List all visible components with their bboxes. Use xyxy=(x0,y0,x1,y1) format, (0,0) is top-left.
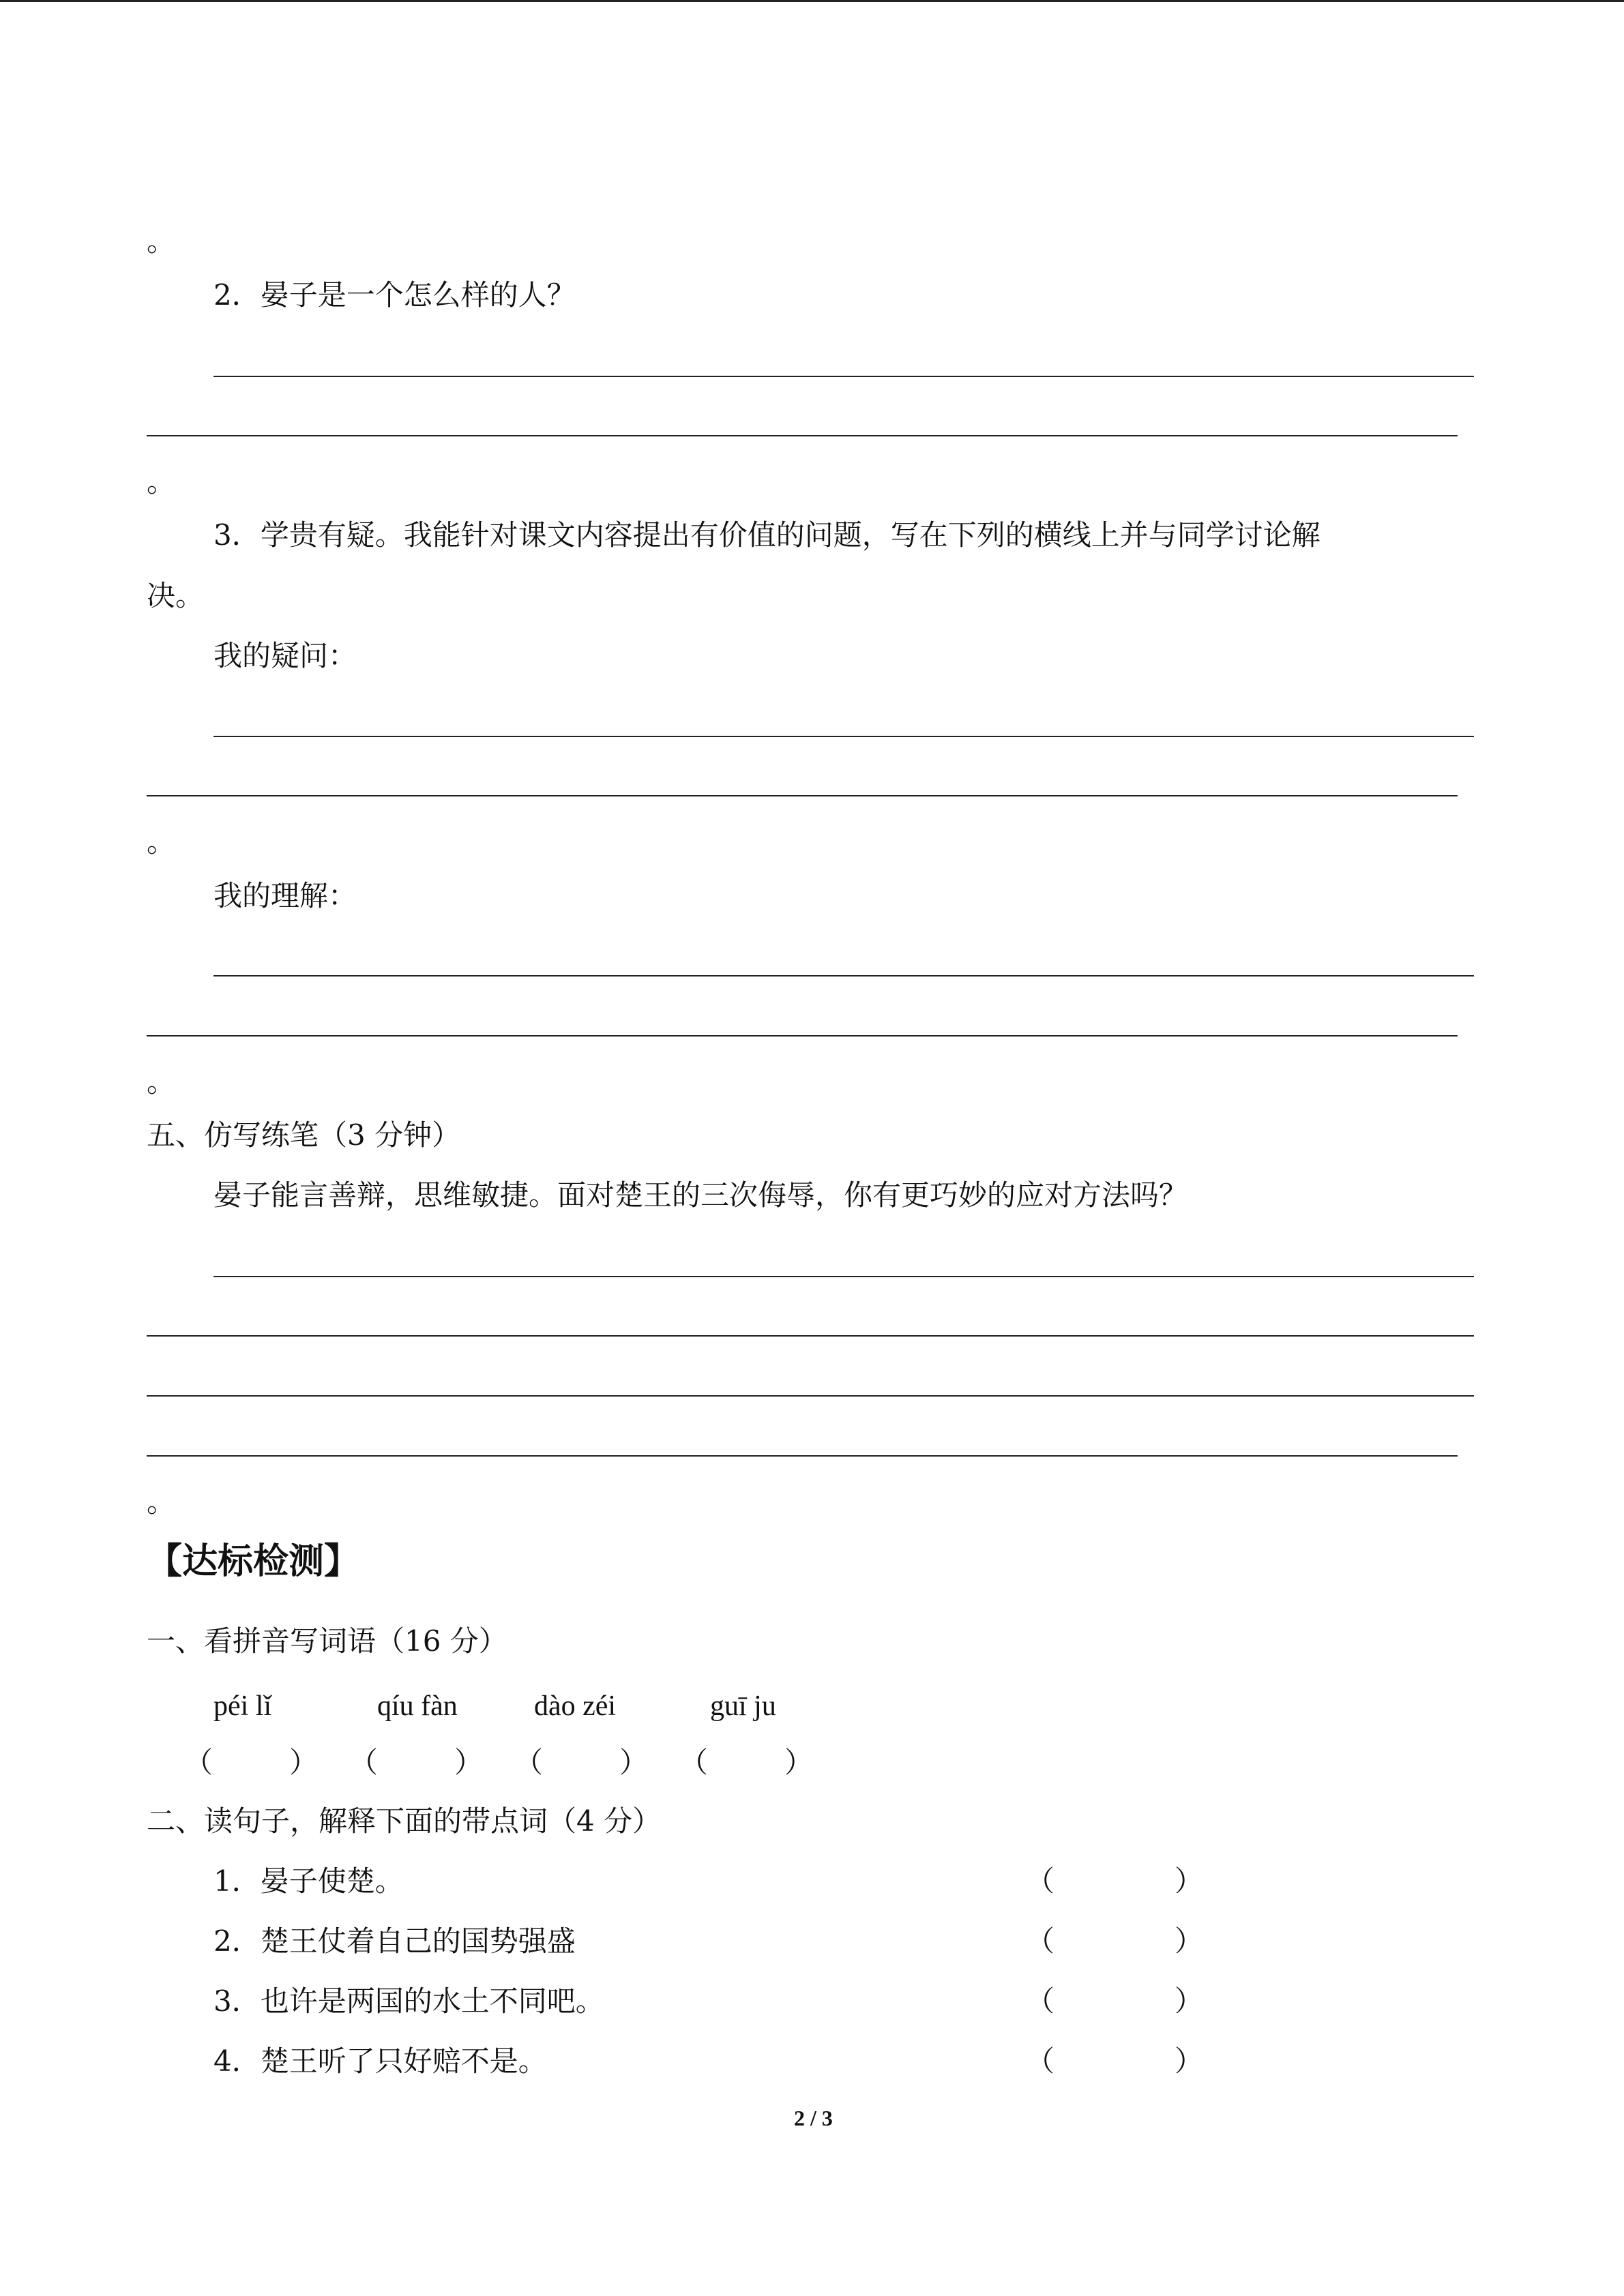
item-2-paren-open: （ xyxy=(1026,1924,1055,1958)
answer-line[interactable] xyxy=(147,1335,1474,1337)
item-3-paren-close: ） xyxy=(1175,1984,1204,2018)
answer-blank-3-open: （ xyxy=(514,1746,544,1779)
page-number: 2 / 3 xyxy=(794,2106,833,2130)
trailing-period-2: 。 xyxy=(147,465,176,498)
answer-line[interactable] xyxy=(147,795,1458,796)
item-4-paren-open: （ xyxy=(1026,2044,1055,2078)
trailing-period-1: 。 xyxy=(147,224,176,258)
pinyin-4: guī ju xyxy=(710,1690,776,1722)
section-5-title: 五、仿写练笔（3 分钟） xyxy=(147,1118,461,1152)
answer-blank-3-close: ） xyxy=(619,1746,649,1779)
page-top-border xyxy=(0,0,1624,2)
item-1-paren-close: ） xyxy=(1175,1864,1204,1898)
answer-line[interactable] xyxy=(147,1455,1458,1457)
part-2-item-4: 4．楚王听了只好赔不是。 xyxy=(213,2044,547,2078)
part-2-item-1: 1．晏子使楚。 xyxy=(213,1864,404,1898)
answer-blank-2-open: （ xyxy=(349,1746,379,1779)
answer-line[interactable] xyxy=(147,435,1458,436)
trailing-period-4: 。 xyxy=(147,1065,176,1099)
trailing-period-3: 。 xyxy=(147,825,176,859)
answer-line[interactable] xyxy=(213,736,1474,737)
answer-line[interactable] xyxy=(213,1276,1474,1277)
part-2-item-2: 2．楚王仗着自己的国势强盛 xyxy=(213,1924,576,1958)
test-heading: 【达标检测】 xyxy=(147,1541,360,1582)
section-5-prompt: 晏子能言善辩，思维敏捷。面对楚王的三次侮辱，你有更巧妙的应对方法吗？ xyxy=(213,1178,1188,1212)
part-2-title: 二、读句子，解释下面的带点词（4 分） xyxy=(147,1804,662,1838)
answer-blank-2-close: ） xyxy=(454,1746,484,1779)
pinyin-1: péi lǐ xyxy=(213,1690,272,1722)
answer-blank-4-close: ） xyxy=(784,1746,814,1779)
item-4-paren-close: ） xyxy=(1175,2044,1204,2078)
question-3-line-1: 3．学贵有疑。我能针对课文内容提出有价值的问题，写在下列的横线上并与同学讨论解 xyxy=(213,518,1320,552)
answer-blank-4-open: （ xyxy=(679,1746,709,1779)
my-question-label: 我的疑问： xyxy=(213,639,357,672)
trailing-period-5: 。 xyxy=(147,1485,176,1519)
question-2: 2．晏子是一个怎么样的人？ xyxy=(213,278,576,312)
item-1-paren-open: （ xyxy=(1026,1864,1055,1898)
pinyin-2: qíu fàn xyxy=(377,1690,458,1722)
answer-blank-1-close: ） xyxy=(289,1746,319,1779)
item-2-paren-close: ） xyxy=(1175,1924,1204,1958)
answer-line[interactable] xyxy=(213,975,1474,976)
answer-line[interactable] xyxy=(147,1395,1474,1397)
part-1-title: 一、看拼音写词语（16 分） xyxy=(147,1624,507,1658)
pinyin-3: dào zéi xyxy=(534,1690,617,1722)
part-2-item-3: 3．也许是两国的水土不同吧。 xyxy=(213,1984,604,2018)
question-3-line-2: 决。 xyxy=(147,579,205,612)
item-3-paren-open: （ xyxy=(1026,1984,1055,2018)
answer-blank-1-open: （ xyxy=(184,1746,213,1779)
my-understanding-label: 我的理解： xyxy=(213,879,357,912)
answer-line[interactable] xyxy=(147,1035,1458,1037)
answer-line[interactable] xyxy=(213,376,1474,377)
